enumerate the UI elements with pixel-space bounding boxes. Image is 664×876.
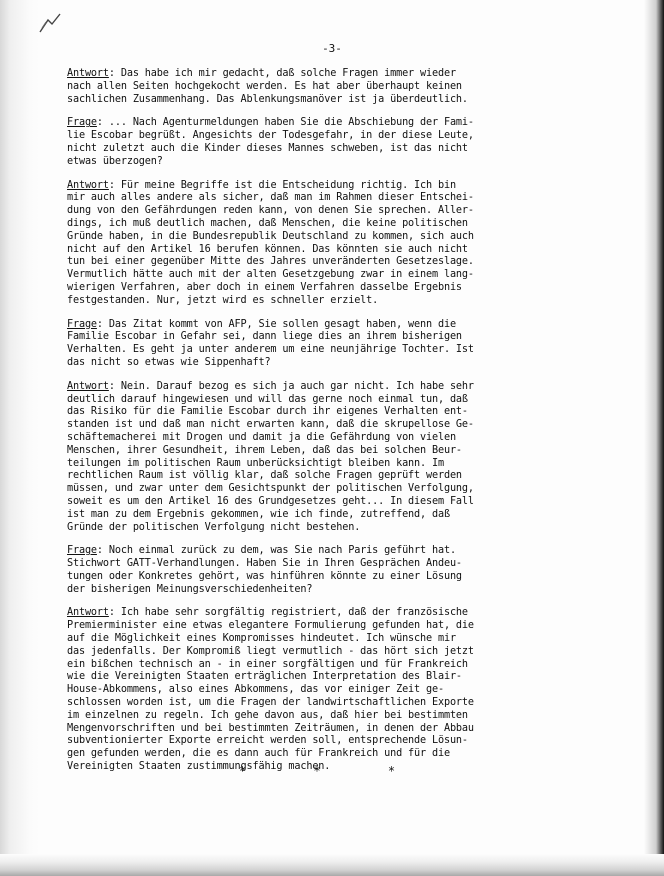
speaker-label: Antwort bbox=[67, 68, 109, 79]
line-text: House-Abkommens, also eines Abkommens, das vor einiger Zeit ge- bbox=[67, 684, 444, 696]
line-text: soweit es um den Artikel 16 des Grundgesetzes geht... In diesem Fall bbox=[67, 495, 474, 507]
text-line bbox=[67, 723, 567, 736]
text-line bbox=[67, 319, 567, 332]
line-text: nicht auf den Artikel 16 berufen können. Das könnten sie auch nicht bbox=[67, 243, 468, 255]
text-line bbox=[67, 419, 567, 432]
text-line bbox=[67, 697, 567, 710]
text-line bbox=[67, 458, 567, 471]
interview-transcript bbox=[67, 68, 567, 785]
line-text: nach allen Seiten hochgekocht werden. Es hat aber überhaupt keinen bbox=[67, 80, 462, 92]
line-text: : Das habe ich mir gedacht, daß solche Fragen immer wieder bbox=[108, 68, 456, 79]
text-line bbox=[67, 558, 567, 571]
line-text: standen ist und daß man nicht erwarten kann, daß die skrupellose Ge- bbox=[67, 419, 474, 431]
scan-artifact-mark bbox=[38, 10, 78, 36]
text-line bbox=[67, 269, 567, 282]
line-text: Vermutlich hätte auch mit der alten Gesetzgebung zwar in einem lang- bbox=[67, 269, 474, 281]
line-text: Vereinigten Staaten zustimmungsfähig machen. bbox=[67, 761, 331, 773]
text-line bbox=[67, 545, 567, 558]
speaker-label: Antwort bbox=[67, 179, 109, 191]
line-text: Gründe der politischen Verfolgung nicht bestehen. bbox=[67, 521, 361, 533]
line-text: das nicht so etwas wie Sippenhaft? bbox=[67, 356, 271, 368]
line-text: : Noch einmal zurück zu dem, was Sie nach Paris geführt hat. bbox=[96, 545, 456, 557]
text-line bbox=[67, 180, 567, 193]
text-line bbox=[67, 470, 567, 483]
scan-bottom-edge bbox=[0, 854, 664, 876]
line-text: das jedenfalls. Der Kompromiß liegt vermutlich - das hört sich jetzt bbox=[67, 645, 474, 657]
transcript-paragraph bbox=[67, 117, 567, 168]
text-line bbox=[67, 295, 567, 308]
line-text: : Ich habe sehr sorgfältig registriert, daß der französische bbox=[108, 607, 468, 619]
line-text: dung von den Gefährdungen reden kann, von denen Sie sprechen. Aller- bbox=[67, 205, 474, 217]
text-line bbox=[67, 735, 567, 748]
text-line bbox=[67, 684, 567, 697]
line-text: rechtlichen Raum ist völlig klar, daß solche Fragen geprüft werden bbox=[67, 470, 462, 482]
text-line bbox=[67, 282, 567, 295]
end-marks: * * * bbox=[238, 764, 426, 778]
text-line bbox=[67, 130, 567, 143]
text-line bbox=[67, 117, 567, 130]
line-text: Mengenvorschriften und bei bestimmten Zeiträumen, in denen der Abbau bbox=[67, 722, 474, 734]
line-text: tun bei einer gegenüber Mitte des Jahres unveränderten Gesetzeslage. bbox=[67, 256, 474, 268]
transcript-paragraph bbox=[67, 607, 567, 773]
text-line bbox=[67, 344, 567, 357]
transcript-paragraph bbox=[67, 68, 567, 106]
line-text: Familie Escobar in Gefahr sei, dann liege dies an ihrem bisherigen bbox=[67, 331, 462, 343]
line-text: schäftemacherei mit Drogen und damit ja die Gefährdung von vielen bbox=[67, 431, 456, 443]
text-line bbox=[67, 607, 567, 620]
line-text: müssen, und zwar unter dem Gesichtspunkt der politischen Verfolgung, bbox=[67, 483, 474, 495]
text-line bbox=[67, 671, 567, 684]
speaker-label: Frage bbox=[67, 318, 97, 330]
text-line bbox=[67, 710, 567, 723]
transcript-paragraph bbox=[67, 381, 567, 535]
text-line bbox=[67, 331, 567, 344]
text-line bbox=[67, 406, 567, 419]
line-text: : ... Nach Agenturmeldungen haben Sie die Abschiebung der Fami- bbox=[96, 117, 474, 129]
line-text: wie die Vereinigten Staaten erträglichen Interpretation des Blair- bbox=[67, 671, 462, 683]
line-text: sachlichen Zusammenhang. Das Ablenkungsmanöver ist ja überdeutlich. bbox=[67, 93, 468, 105]
line-text: ein bißchen technisch an - in einer sorgfältigen und für Frankreich bbox=[67, 658, 468, 670]
line-text: wierigen Verfahren, aber doch in einem Verfahren dasselbe Ergebnis bbox=[67, 281, 462, 293]
text-line bbox=[67, 646, 567, 659]
speaker-label: Antwort bbox=[67, 380, 109, 392]
line-text: Menschen, ihrer Gesundheit, ihrem Leben, daß das bei solchen Beur- bbox=[67, 444, 462, 456]
text-line bbox=[67, 156, 567, 169]
text-line bbox=[67, 192, 567, 205]
text-line bbox=[67, 357, 567, 370]
line-text: ist man zu dem Ergebnis gekommen, wie ich finde, zutreffend, daß bbox=[67, 508, 450, 520]
line-text: dings, ich muß deutlich machen, daß Menschen, die keine politischen bbox=[67, 217, 468, 229]
transcript-paragraph bbox=[67, 180, 567, 308]
line-text: festgestanden. Nur, jetzt wird es schneller erzielt. bbox=[67, 294, 379, 306]
scan-right-edge bbox=[644, 0, 664, 876]
line-text: gen gefunden werden, die es dann auch für Frankreich und für die bbox=[67, 748, 450, 760]
text-line bbox=[67, 143, 567, 156]
text-line bbox=[67, 256, 567, 269]
line-text: das Risiko für die Familie Escobar durch ihr eigenes Verhalten ent- bbox=[67, 406, 468, 418]
line-text: lie Escobar begrüßt. Angesichts der Todesgefahr, in der diese Leute, bbox=[67, 130, 474, 142]
line-text: teilungen im politischen Raum unberücksichtigt bleiben kann. Im bbox=[67, 457, 444, 469]
line-text: Gründe haben, in die Bundesrepublik Deutschland zu kommen, sich auch bbox=[67, 230, 474, 242]
line-text: nicht zuletzt auch die Kinder dieses Mannes schweben, ist das nicht bbox=[67, 142, 468, 154]
text-line bbox=[67, 68, 567, 81]
transcript-paragraph bbox=[67, 319, 567, 370]
line-text: : Nein. Darauf bezog es sich ja auch gar nicht. Ich habe sehr bbox=[108, 380, 474, 392]
line-text: : Das Zitat kommt von AFP, Sie sollen gesagt haben, wenn die bbox=[96, 318, 456, 330]
speaker-label: Frage bbox=[67, 117, 97, 129]
line-text: etwas überzogen? bbox=[67, 155, 163, 167]
text-line bbox=[67, 231, 567, 244]
scan-left-edge bbox=[0, 0, 40, 876]
text-line bbox=[67, 509, 567, 522]
text-line bbox=[67, 244, 567, 257]
text-line bbox=[67, 483, 567, 496]
text-line bbox=[67, 584, 567, 597]
text-line bbox=[67, 659, 567, 672]
text-line bbox=[67, 394, 567, 407]
text-line bbox=[67, 633, 567, 646]
line-text: : Für meine Begriffe ist die Entscheidung richtig. Ich bin bbox=[108, 179, 456, 191]
text-line bbox=[67, 94, 567, 107]
text-line bbox=[67, 620, 567, 633]
line-text: der bisherigen Meinungsverschiedenheiten? bbox=[67, 583, 313, 595]
line-text: deutlich darauf hingewiesen und will das gerne noch einmal tun, daß bbox=[67, 393, 468, 405]
text-line bbox=[67, 218, 567, 231]
text-line bbox=[67, 571, 567, 584]
line-text: Stichwort GATT-Verhandlungen. Haben Sie in Ihren Gesprächen Andeu- bbox=[67, 558, 462, 570]
line-text: Verhalten. Es geht ja unter anderem um eine neunjährige Tochter. Ist bbox=[67, 344, 474, 356]
text-line bbox=[67, 381, 567, 394]
line-text: tungen oder Konkretes gehört, was hinführen könnte zu einer Lösung bbox=[67, 570, 462, 582]
text-line bbox=[67, 748, 567, 761]
speaker-label: Antwort bbox=[67, 607, 109, 619]
text-line bbox=[67, 522, 567, 535]
speaker-label: Frage bbox=[67, 545, 97, 557]
page-number: -3- bbox=[322, 42, 342, 55]
line-text: Premierminister eine etwas elegantere Formulierung gefunden hat, die bbox=[67, 620, 474, 632]
line-text: auf die Möglichkeit eines Kompromisses hindeutet. Ich wünsche mir bbox=[67, 633, 456, 645]
transcript-paragraph bbox=[67, 545, 567, 596]
line-text: im einzelnen zu regeln. Ich gehe davon aus, daß hier bei bestimmten bbox=[67, 709, 468, 721]
line-text: mir auch alles andere als sicher, daß man im Rahmen dieser Entschei- bbox=[67, 192, 474, 204]
text-line bbox=[67, 432, 567, 445]
line-text: subventionierter Exporte erreicht werden soll, entsprechende Lösun- bbox=[67, 735, 468, 747]
line-text: schlossen worden ist, um die Fragen der landwirtschaftlichen Exporte bbox=[67, 697, 474, 709]
text-line bbox=[67, 205, 567, 218]
text-line bbox=[67, 81, 567, 94]
text-line bbox=[67, 496, 567, 509]
text-line bbox=[67, 445, 567, 458]
